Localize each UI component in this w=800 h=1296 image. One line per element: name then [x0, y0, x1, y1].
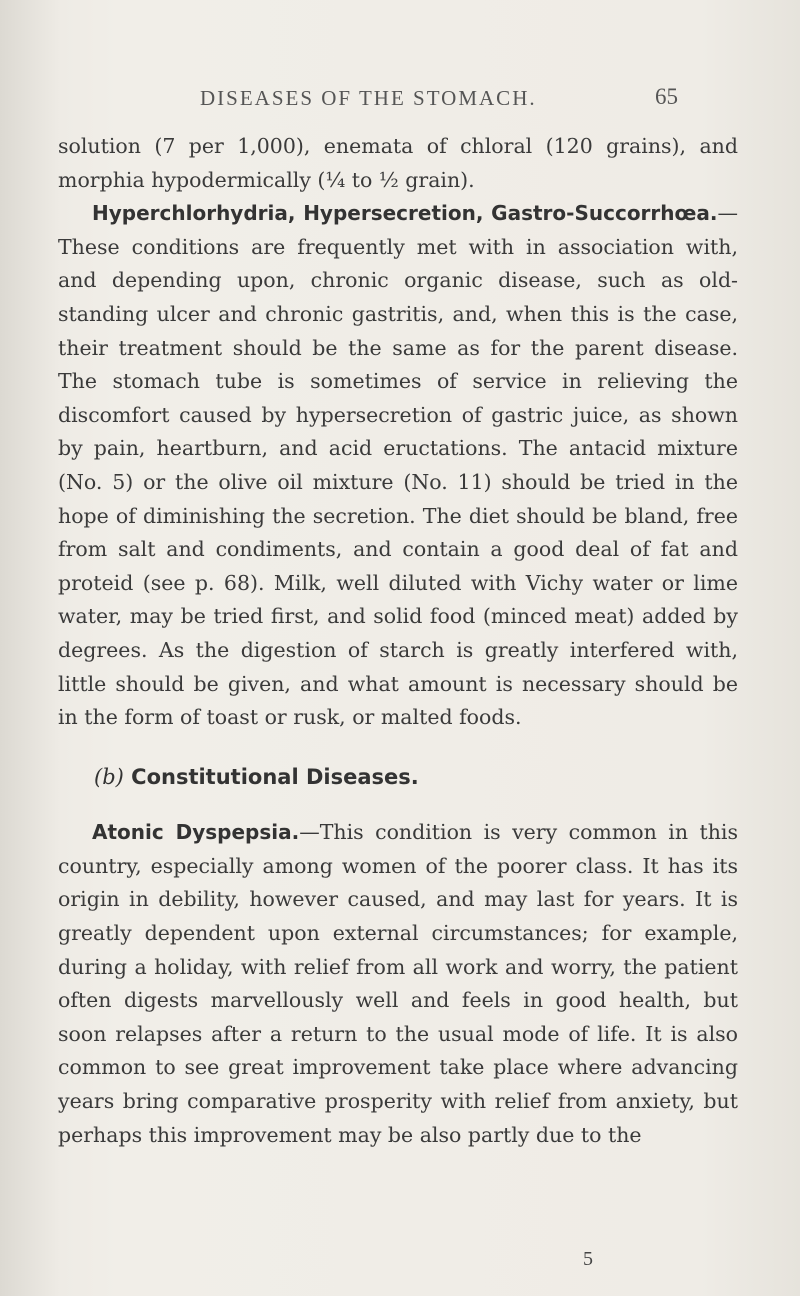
run-in-heading: Atonic Dyspepsia. — [92, 820, 300, 845]
section-title: Constitutional Diseases. — [131, 764, 419, 789]
signature-mark: 5 — [583, 1248, 593, 1270]
section-heading — [58, 761, 738, 795]
running-title: DISEASES OF THE STOMACH. — [200, 86, 537, 110]
paragraph-continued — [58, 130, 738, 197]
paragraph-text: —These conditions are frequently met with in association with, and depending upon, chronic organic disease, such as old-standing ulcer and chronic gastritis, and, when this is the case, their treatment should be the same as for the parent disease. The stomach tube is sometimes of service in relieving the discomfort caused by hypersecretion of gastric juice, as shown by pain, heartburn, and acid eructations. The antacid mixture (No. 5) or the olive oil mixture (No. 11) should be tried in the hope of diminishing the secretion. The diet should be bland, free from salt and condiments, and contain a good deal of fat and proteid (see p. 68). Milk, well diluted with Vichy water or lime water, may be tried first, and solid food (minced meat) added by degrees. As the digestion of starch is greatly interfered with, little should be given, and what amount is necessary should be in the form of toast or rusk, or malted foods. — [58, 201, 738, 730]
section-marker: (b) — [94, 764, 124, 789]
paragraph-atonic-dyspepsia — [58, 816, 738, 1152]
body-text — [58, 130, 738, 1152]
page-number: 65 — [655, 84, 678, 109]
paragraph-hyperchlorhydria — [58, 197, 738, 735]
paragraph-text: —This condition is very common in this country, especially among women of the poorer class. It has its origin in debility, however caused, and may last for years. It is greatly dependent upon external circumstances; for example, during a holiday, with relief from all work and worry, the patient often digests marvellously well and feels in good health, but soon relapses after a return to the usual mode of life. It is also common to see great improvement take place where advancing years bring comparative prosperity with relief from anxiety, but perhaps this improvement may be also partly due to the — [58, 820, 738, 1147]
run-in-heading: Hyperchlorhydria, Hypersecretion, Gastro-Succorrhœa. — [92, 201, 718, 226]
running-head — [0, 86, 800, 116]
paragraph-text: solution (7 per 1,000), enemata of chloral (120 grains), and morphia hypodermically (¼ to ½ grain). — [58, 134, 738, 192]
